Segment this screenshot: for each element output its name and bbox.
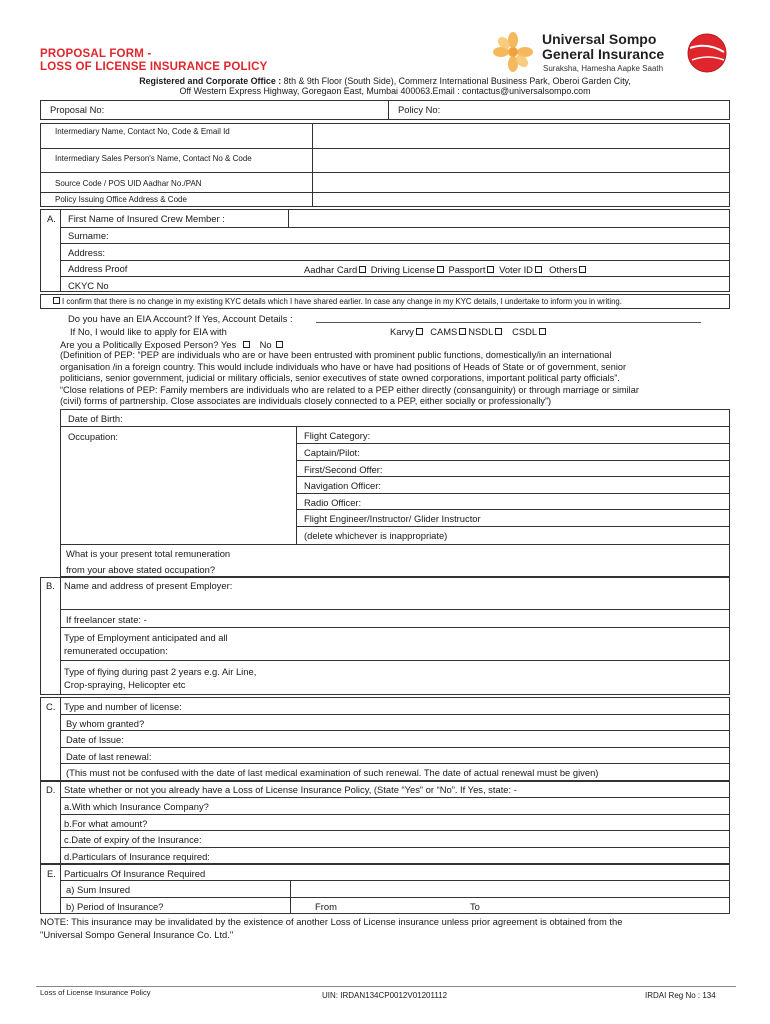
sales-person-label: Intermediary Sales Person's Name, Contact No & Code [55,154,252,163]
office-address-line2: Off Western Express Highway, Goregaon East, Mumbai 400063.Email : contactus@universalsompo.com [179,86,591,96]
employment-label-1: Type of Employment anticipated and all [64,632,228,643]
period-from-label: From [315,901,337,912]
navigation-officer-label: Navigation Officer: [304,480,381,491]
address-label: Address: [68,247,105,258]
flight-engineer-label: Flight Engineer/Instructor/ Glider Instructor [304,513,481,524]
proof-voter-label: Voter ID [499,264,533,275]
address-proof-options [304,264,588,275]
occupation-label: Occupation: [68,431,119,442]
amount-field[interactable] [170,815,729,830]
insurance-required-title: Particualrs Of Insurance Required [64,868,206,879]
footer-uin: UIN: IRDAN134CP0012V01201112 [322,991,448,1000]
ckyc-field[interactable] [120,277,729,292]
note-line2: "Universal Sompo General Insurance Co. Ltd." [40,929,234,940]
period-from-field[interactable] [345,898,465,914]
section-a-label: A. [47,213,56,224]
intermediary-label: Intermediary Name, Contact No, Code & Email Id [55,127,230,136]
surname-field[interactable] [120,228,729,243]
address-proof-label: Address Proof [68,263,128,274]
form-title-line2: LOSS OF LICENSE INSURANCE POLICY [40,61,268,73]
kyc-confirm-checkbox[interactable] [53,297,60,304]
section-c-label: C. [46,701,56,712]
pep-question-text: Are you a Politically Exposed Person? Yes [60,339,237,350]
proposal-no-label: Proposal No: [50,104,105,115]
proof-aadhar-label: Aadhar Card [304,264,358,275]
pep-no-label: No [259,339,272,350]
intermediary-field[interactable] [313,124,729,148]
captain-pilot-label: Captain/Pilot: [304,447,360,458]
eia-options [390,326,548,337]
period-to-field[interactable] [485,898,729,914]
license-label: Type and number of license: [64,701,182,712]
freelancer-label: If freelancer state: - [66,614,147,625]
existing-policy-question: State whether or not you already have a Loss of License Insurance Policy, (State “Yes” or “No”. If Yes, state: - [64,784,517,795]
policy-no-label: Policy No: [398,104,441,115]
first-name-field[interactable] [289,210,729,227]
dob-field[interactable] [135,410,729,426]
sum-insured-label: a) Sum Insured [66,884,131,895]
brand-name-line2: General Insurance [542,46,665,62]
proof-others-checkbox[interactable] [579,266,586,273]
brand-name-line1: Universal Sompo [542,31,657,47]
footer-irdai: IRDAI Reg No : 134 [645,991,716,1000]
kyc-confirm-text: I confirm that there is no change in my existing KYC details which I have shared earlier. In case any change in my KYC details, I undertake to inform you in writing. [62,297,622,306]
form-title-line1: PROPOSAL FORM - [40,48,152,60]
footer-divider [36,986,736,987]
flying-field[interactable] [300,661,729,695]
insurer-field[interactable] [230,798,729,814]
issue-date-label: Date of Issue: [66,734,124,745]
flying-label-1: Type of flying during past 2 years e.g. Air Line, [64,666,257,677]
proposal-no-field[interactable] [120,101,385,119]
note-line1: NOTE: This insurance may be invalidated by the existence of another Loss of License insurance unless prior agreement is obtained from the [40,916,623,927]
particulars-label: d.Particulars of Insurance required: [64,851,210,862]
first-second-offer-label: First/Second Offer: [304,464,383,475]
employment-field[interactable] [250,628,729,660]
occupation-field[interactable] [61,444,295,544]
dob-label: Date of Birth: [68,413,123,424]
granted-label: By whom granted? [66,718,145,729]
office-label: Registered and Corporate Office : [139,76,282,86]
employer-field[interactable] [250,578,729,609]
issuing-office-field[interactable] [313,193,729,207]
eia-nsdl-label: NSDL [468,326,494,337]
pep-def-line: (civil) forms of partnership. Close associates are individuals closely connected to a PEP, either socially or professionally”) [60,396,552,406]
employment-label-2: remunerated occupation: [64,645,168,656]
eia-apply-label: If No, I would like to apply for EIA with [70,326,227,337]
proof-driving-checkbox[interactable] [437,266,444,273]
radio-officer-label: Radio Officer: [304,497,362,508]
period-to-label: To [470,901,480,912]
first-name-label: First Name of Insured Crew Member : [68,213,225,224]
section-b-label: B. [46,580,55,591]
license-field[interactable] [200,698,729,714]
eia-cams-checkbox[interactable] [459,328,466,335]
kyc-confirm [53,297,622,306]
ckyc-label: CKYC No [68,280,109,291]
eia-cams-label: CAMS [430,326,458,337]
employer-label: Name and address of present Employer: [64,580,233,591]
eia-karvy-checkbox[interactable] [416,328,423,335]
pep-question [60,339,285,350]
proof-others-label: Others [549,264,578,275]
eia-nsdl-checkbox[interactable] [495,328,502,335]
proof-aadhar-checkbox[interactable] [359,266,366,273]
eia-csdl-checkbox[interactable] [539,328,546,335]
proof-passport-label: Passport [448,264,486,275]
pep-def-line: “Close relations of PEP: Family members are individuals who are related to a PEP either directly (consanguinity) or through marriage or similar [60,384,639,395]
pep-def-line: organisation /in a foreign country. This would include individuals who have or have had positions of Heads of State or of government, senior [60,361,627,372]
remuneration-label-1: What is your present total remuneration [66,548,231,559]
expiry-field[interactable] [225,831,729,847]
remuneration-label-2: from your above stated occupation? [66,564,216,575]
sales-person-field[interactable] [313,149,729,172]
sum-insured-field[interactable] [291,881,729,897]
flight-category-label: Flight Category: [304,430,371,441]
globe-icon [686,32,728,74]
eia-karvy-label: Karvy [390,326,414,337]
issuing-office-label: Policy Issuing Office Address & Code [55,195,187,204]
pep-no-checkbox[interactable] [276,341,283,348]
delete-note: (delete whichever is inappropriate) [304,530,448,541]
section-d-label: D. [46,784,56,795]
pep-definition [60,350,730,408]
proof-voter-checkbox[interactable] [535,266,542,273]
eia-csdl-label: CSDL [512,326,538,337]
brand-tagline: Suraksha, Hamesha Aapke Saath [543,64,664,73]
renewal-date-label: Date of last renewal: [66,751,152,762]
office-address-text: 8th & 9th Floor (South Side), Commerz International Business Park, Oberoi Garden City, [281,76,631,86]
pep-yes-checkbox[interactable] [243,341,250,348]
eia-question: Do you have an EIA Account? If Yes, Account Details : [68,313,293,324]
section-e-label: E. [47,868,56,879]
insurer-label: a.With which Insurance Company? [64,801,209,812]
pep-def-line: (Definition of PEP: “PEP are individuals who are or have been entrusted with prominent public functions, domestically/in an international [60,350,612,360]
eia-account-line[interactable] [316,322,701,323]
renewal-date-field[interactable] [170,748,729,763]
proof-driving-label: Driving License [370,264,435,275]
address-field[interactable] [120,244,729,260]
policy-no-field[interactable] [445,101,728,119]
issue-date-field[interactable] [140,731,729,747]
company-logo [490,30,730,76]
expiry-label: c.Date of expiry of the Insurance: [64,834,202,845]
surname-label: Surname: [68,230,109,241]
footer-left: Loss of License Insurance Policy [40,988,151,997]
renewal-note: (This must not be confused with the date of last medical examination of such renewal. The date of actual renewal must be given) [66,767,599,778]
freelancer-field[interactable] [160,610,729,627]
amount-label: b.For what amount? [64,818,148,829]
source-code-label: Source Code / POS UID Aadhar No./PAN [55,179,202,188]
pep-def-line: politicians, senior government, judicial or military officials, senior executives of state owned corporations, important political party officials”. [60,373,620,383]
remuneration-field[interactable] [260,545,729,576]
sompo-flower-icon [490,32,536,72]
particulars-field[interactable] [235,848,729,864]
flying-label-2: Crop-spraying, Helicopter etc [64,679,186,690]
proof-passport-checkbox[interactable] [487,266,494,273]
granted-field[interactable] [160,715,729,730]
office-address-line1 [0,76,770,86]
source-code-field[interactable] [313,173,729,192]
period-label: b) Period of Insurance? [66,901,164,912]
